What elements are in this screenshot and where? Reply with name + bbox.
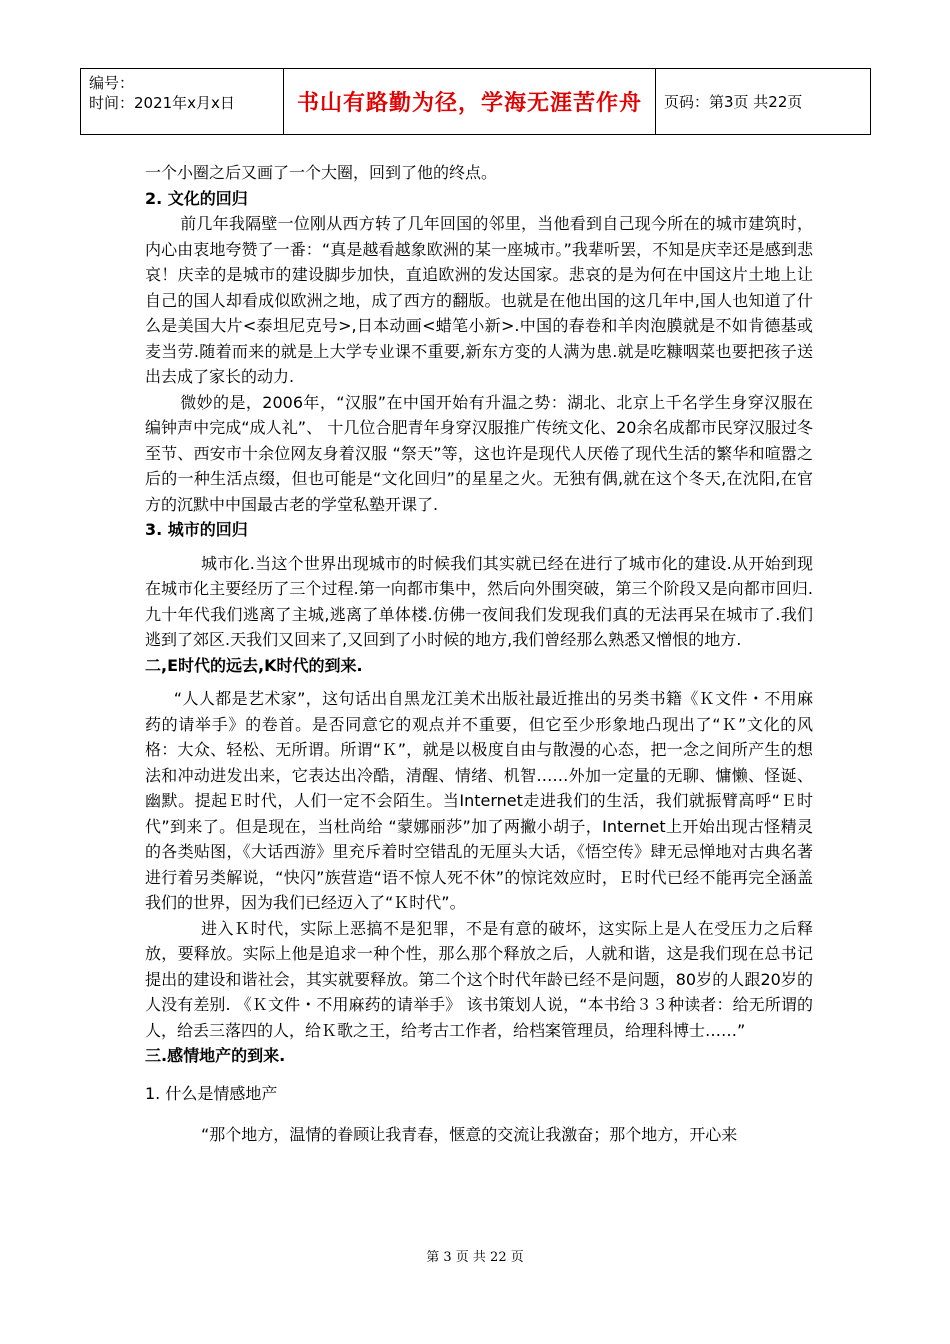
document-number-label: 编号： <box>89 74 135 92</box>
paragraph-hanfu: 微妙的是，2006年，“汉服”在中国开始有升温之势：湖北、北京上千名学生身穿汉服在编钟声中完成“成人礼”、 十几位合肥青年身穿汉服推广传统文化、20余名成都市民穿汉服过冬至节、西安市十余位网友身着汉服 “祭天”等，这也许是现代人厌倦了现代生活的繁华和喧嚣之后的一种生活点缀，但也可能是“文化回归”的星星之火。无独有偶,就在这个冬天,在沈阳,在官方的沉默中中国最古老的学堂私塾开课了. <box>145 392 813 514</box>
header-page-info: 页码：第3页 共22页 <box>664 93 803 111</box>
paragraph-k-era-release: 进入Ｋ时代，实际上恶搞不是犯罪，不是有意的破坏，这实际上是人在受压力之后释放，要释放。实际上他是追求一种个性，那么那个释放之后，人就和谐，这是我们现在总书记提出的建设和谐社会，其实就要释放。第二个这个时代年龄已经不是问题，80岁的人跟20岁的人没有差别. 《Ｋ文件・不用麻药的请举手》 该书策划人说，“本书给３３种读者：给无所谓的人，给丢三落四的人，给Ｋ歌之王，给考古工作者，给档案管理员，给理科博士……” <box>145 918 813 1040</box>
section-heading-culture-return: 2. 文化的回归 <box>145 188 248 208</box>
section-heading-k-era: 二,E时代的远去,K时代的到来. <box>145 655 363 675</box>
paragraph-k-culture: “人人都是艺术家”，这句话出自黑龙江美术出版社最近推出的另类书籍《Ｋ文件・不用麻药的请举手》的卷首。是否同意它的观点并不重要，但它至少形象地凸现出了“Ｋ”文化的风格：大众、轻松、无所谓。所谓“Ｋ”，就是以极度自由与散漫的心态，把一念之间所产生的想法和冲动进发出来，它表达出冷酷，清醒、情绪、机智……外加一定量的无聊、慵懒、怪诞、幽默。提起Ｅ时代，人们一定不会陌生。当Internet走进我们的生活，我们就振臂高呼“Ｅ时代”到来了。但是现在，当杜尚给 “蒙娜丽莎”加了两撇小胡子，Internet上开始出现古怪精灵的各类贴图，《大话西游》里充斥着时空错乱的无厘头大话，《悟空传》肆无忌惮地对古典名著进行着另类解说，“快闪”族营造“语不惊人死不休”的惊诧效应时，Ｅ时代已经不能再完全涵盖我们的世界，因为我们已经迈入了“Ｋ时代”。 <box>145 689 813 912</box>
subheading-what-is-emotional-estate: 1. 什么是情感地产 <box>145 1083 278 1103</box>
paragraph-that-place: “那个地方，温情的眷顾让我青春，惬意的交流让我激奋；那个地方，开心来 <box>201 1125 738 1144</box>
header-motto: 书山有路勤为径，学海无涯苦作舟 <box>284 69 656 134</box>
document-date-label: 时间：2021年x月x日 <box>89 94 235 112</box>
section-heading-emotional-estate: 三.感情地产的到来. <box>145 1046 286 1065</box>
section-heading-city-return: 3. 城市的回归 <box>145 520 248 539</box>
paragraph-continuation: 一个小圈之后又画了一个大圈，回到了他的终点。 <box>145 163 498 182</box>
page-footer: 第 3 页 共 22 页 <box>426 1250 524 1265</box>
document-body <box>145 160 813 1148</box>
page-header <box>80 68 871 135</box>
header-meta <box>81 69 284 134</box>
paragraph-urbanization: 城市化.当这个世界出现城市的时候我们其实就已经在进行了城市化的建设.从开始到现在城市化主要经历了三个过程.第一向都市集中，然后向外围突破，第三个阶段又是向都市回归.九十年代我们逃离了主城,逃离了单体楼.仿佛一夜间我们发现我们真的无法再呆在城市了.我们逃到了郊区.天我们又回来了,又回到了小时候的地方,我们曾经那么熟悉又憎恨的地方. <box>145 553 813 649</box>
paragraph-culture-return: 前几年我隔壁一位刚从西方转了几年回国的邻里，当他看到自己现今所在的城市建筑时，内心由衷地夸赞了一番：“真是越看越象欧洲的某一座城市。”我辈听罢，不知是庆幸还是感到悲哀！庆幸的是城市的建设脚步加快，直追欧洲的发达国家。悲哀的是为何在中国这片土地上让自己的国人却看成似欧洲之地，成了西方的翻版。也就是在他出国的这几年中,国人也知道了什么是美国大片<泰坦尼克号>,日本动画<蜡笔小新>.中国的春卷和羊肉泡膜就是不如肯德基或麦当劳.随着而来的就是上大学专业课不重要,新东方变的人满为患.就是吃糠咽菜也要把孩子送出去成了家长的动力. <box>145 214 813 386</box>
